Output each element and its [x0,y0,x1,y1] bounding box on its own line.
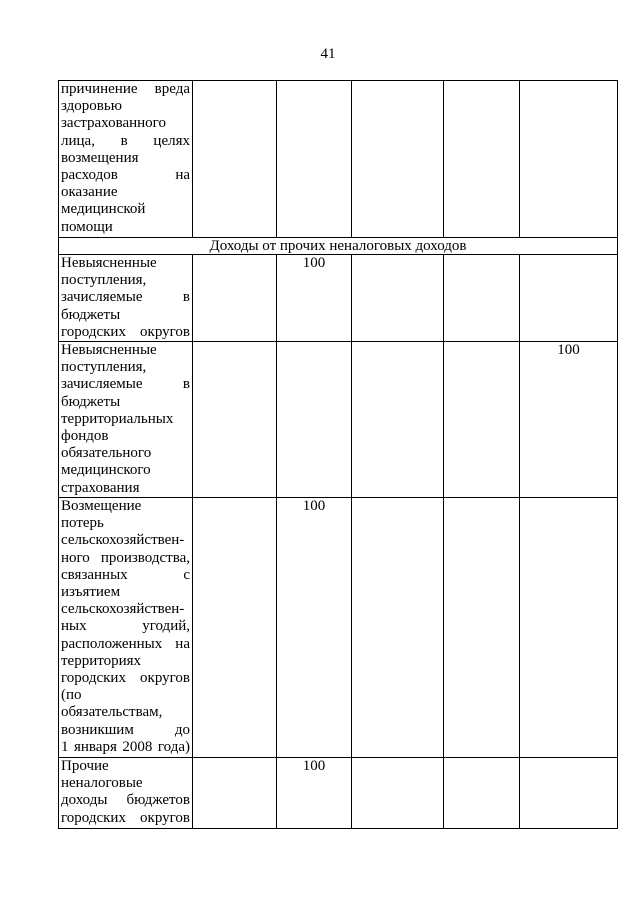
name-line: страхования [61,479,140,496]
name-line: возникшим до [61,721,190,738]
name-line: сельскохозяйствен- [61,601,185,618]
name-line: медицинского [61,462,151,479]
name-line: связанных с [61,566,190,583]
value-cell [352,758,444,829]
name-line: городских округов [61,809,190,826]
revenue-table [58,80,618,829]
value-cell: 100 [277,255,352,342]
name-line: поступления, [61,359,147,376]
name-line: ного производства, [61,549,190,566]
name-line: сельскохозяйствен- [61,532,185,549]
name-line: расположенных на [61,635,190,652]
row-name-cell [59,255,193,342]
table-row [59,758,618,829]
value-cell [193,81,277,238]
name-line: доходы бюджетов [61,792,190,809]
name-line: оказание [61,184,118,201]
page-number: 41 [320,46,336,62]
value-cell [444,255,520,342]
value-cell [277,342,352,498]
name-line: зачисляемые в [61,289,190,306]
value-cell [193,255,277,342]
row-name-cell [59,758,193,829]
name-line: возмещения [61,149,139,166]
name-line: обязательного [61,445,152,462]
name-line: бюджеты [61,393,121,410]
name-line: изъятием [61,584,121,601]
name-line: Возмещение [61,498,142,515]
name-line: зачисляемые в [61,376,190,393]
value-cell [444,81,520,238]
value-cell [444,342,520,498]
value-cell [352,255,444,342]
value-cell: 100 [277,758,352,829]
name-line: (по [61,687,82,704]
name-line: застрахованного [61,115,166,132]
value-cell [193,342,277,498]
row-name-cell [59,81,193,238]
value-cell [352,342,444,498]
value-cell [520,255,618,342]
table-row [59,342,618,498]
table-row [59,81,618,238]
value-cell [444,758,520,829]
name-line: расходов на [61,167,190,184]
name-line: Прочие [61,758,109,775]
value-cell [444,498,520,758]
value-cell [193,758,277,829]
name-line: бюджеты [61,306,121,323]
name-line: поступления, [61,272,147,289]
value-cell [352,498,444,758]
value-cell [277,81,352,238]
name-line: Невыясненные [61,342,157,359]
name-line: фондов [61,428,109,445]
name-line: городских округов [61,670,190,687]
name-line: причинение вреда [61,81,190,97]
value-cell [520,758,618,829]
value-cell: 100 [520,342,618,498]
row-name-cell [59,342,193,498]
name-line: Невыясненные [61,255,157,271]
value-cell: 100 [277,498,352,758]
name-line: городских округов [61,323,190,340]
name-line: территориях [61,652,142,669]
table-row [59,498,618,758]
section-title: Доходы от прочих неналоговых доходов [59,238,618,255]
name-line: территориальных [61,410,174,427]
name-line: лица, в целях [61,132,190,149]
value-cell [352,81,444,238]
name-line: помощи [61,218,113,235]
name-line: медицинской [61,201,146,218]
table-row [59,255,618,342]
name-line: здоровью [61,98,122,115]
value-cell [520,498,618,758]
value-cell [520,81,618,238]
row-name-cell [59,498,193,758]
name-line: ных угодий, [61,618,190,635]
value-cell [193,498,277,758]
name-line: обязательствам, [61,704,163,721]
name-line: неналоговые [61,775,143,792]
name-line: 1 января 2008 года) [61,738,190,755]
name-line: потерь [61,515,104,532]
section-header-row [59,238,618,255]
